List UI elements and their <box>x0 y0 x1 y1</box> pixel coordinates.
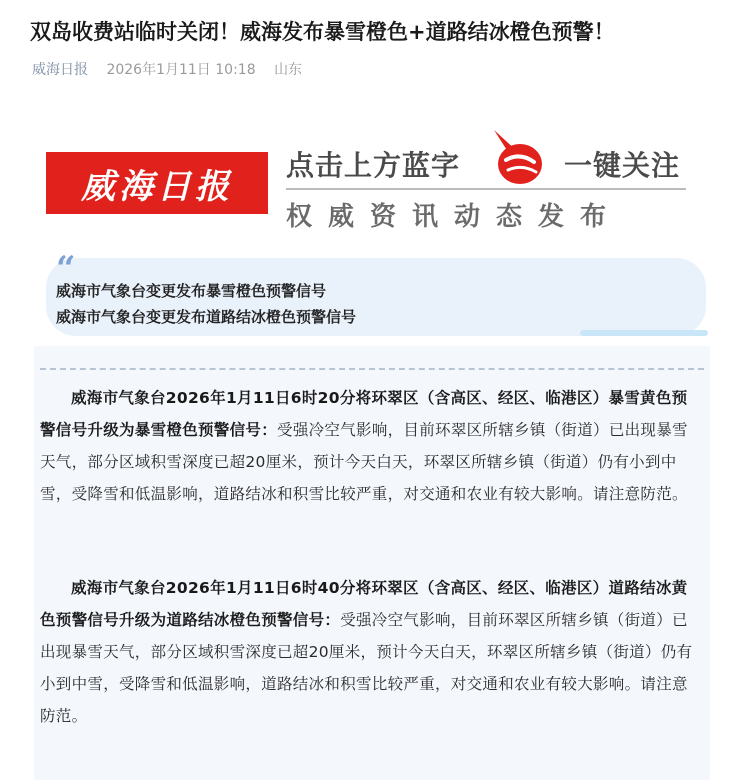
dashed-divider <box>40 368 704 370</box>
warning-paragraph-1 <box>40 382 700 510</box>
quote-accent-bar <box>580 330 708 336</box>
follow-banner[interactable] <box>46 122 706 242</box>
paragraph-body: 受强冷空气影响，目前环翠区所辖乡镇（街道）已出现暴雪天气，部分区域积雪深度已超20厘米，预计今天白天，环翠区所辖乡镇（街道）仍有小到中雪，受降雪和低温影响，道路结冰和积雪比较严重，对交通和农业有较大影响。请注意防范。 <box>40 611 693 725</box>
banner-divider <box>286 188 686 190</box>
source-link[interactable]: 威海日报 <box>32 62 88 78</box>
quote-icon: “ <box>56 249 76 289</box>
publish-datetime: 2026年1月11日 10:18 <box>106 62 256 78</box>
article-meta <box>32 60 316 80</box>
article-title: 双岛收费站临时关闭！威海发布暴雪橙色+道路结冰橙色预警！ <box>30 20 615 44</box>
paragraph-lead: 威海市气象台2026年1月11日6时40分将环翠区（含高区、经区、临港区）道路结冰黄色预警信号升级为道路结冰橙色预警信号： <box>40 579 688 629</box>
pointing-hand-icon <box>484 122 554 192</box>
paragraph-lead: 威海市气象台2026年1月11日6时20分将环翠区（含高区、经区、临港区）暴雪黄色预警信号升级为暴雪橙色预警信号： <box>40 389 688 439</box>
warning-paragraph-2 <box>40 572 700 732</box>
newspaper-logo <box>46 152 268 214</box>
banner-tagline: 权威资讯动态发布 <box>286 202 623 232</box>
banner-follow-text: 一键关注 <box>564 149 681 182</box>
region-label: 山东 <box>274 62 303 78</box>
summary-line-1: 威海市气象台变更发布暴雪橙色预警信号 <box>56 282 327 300</box>
summary-line-2: 威海市气象台变更发布道路结冰橙色预警信号 <box>56 308 357 326</box>
logo-text: 威海日报 <box>81 166 233 207</box>
banner-call-to-action: 点击上方蓝字 <box>286 149 461 182</box>
paragraph-body: 受强冷空气影响，目前环翠区所辖乡镇（街道）已出现暴雪天气，部分区域积雪深度已超20厘米，预计今天白天，环翠区所辖乡镇（街道）仍有小到中雪，受降雪和低温影响，道路结冰和积雪比较严重，对交通和农业有较大影响。请注意防范。 <box>40 421 688 503</box>
